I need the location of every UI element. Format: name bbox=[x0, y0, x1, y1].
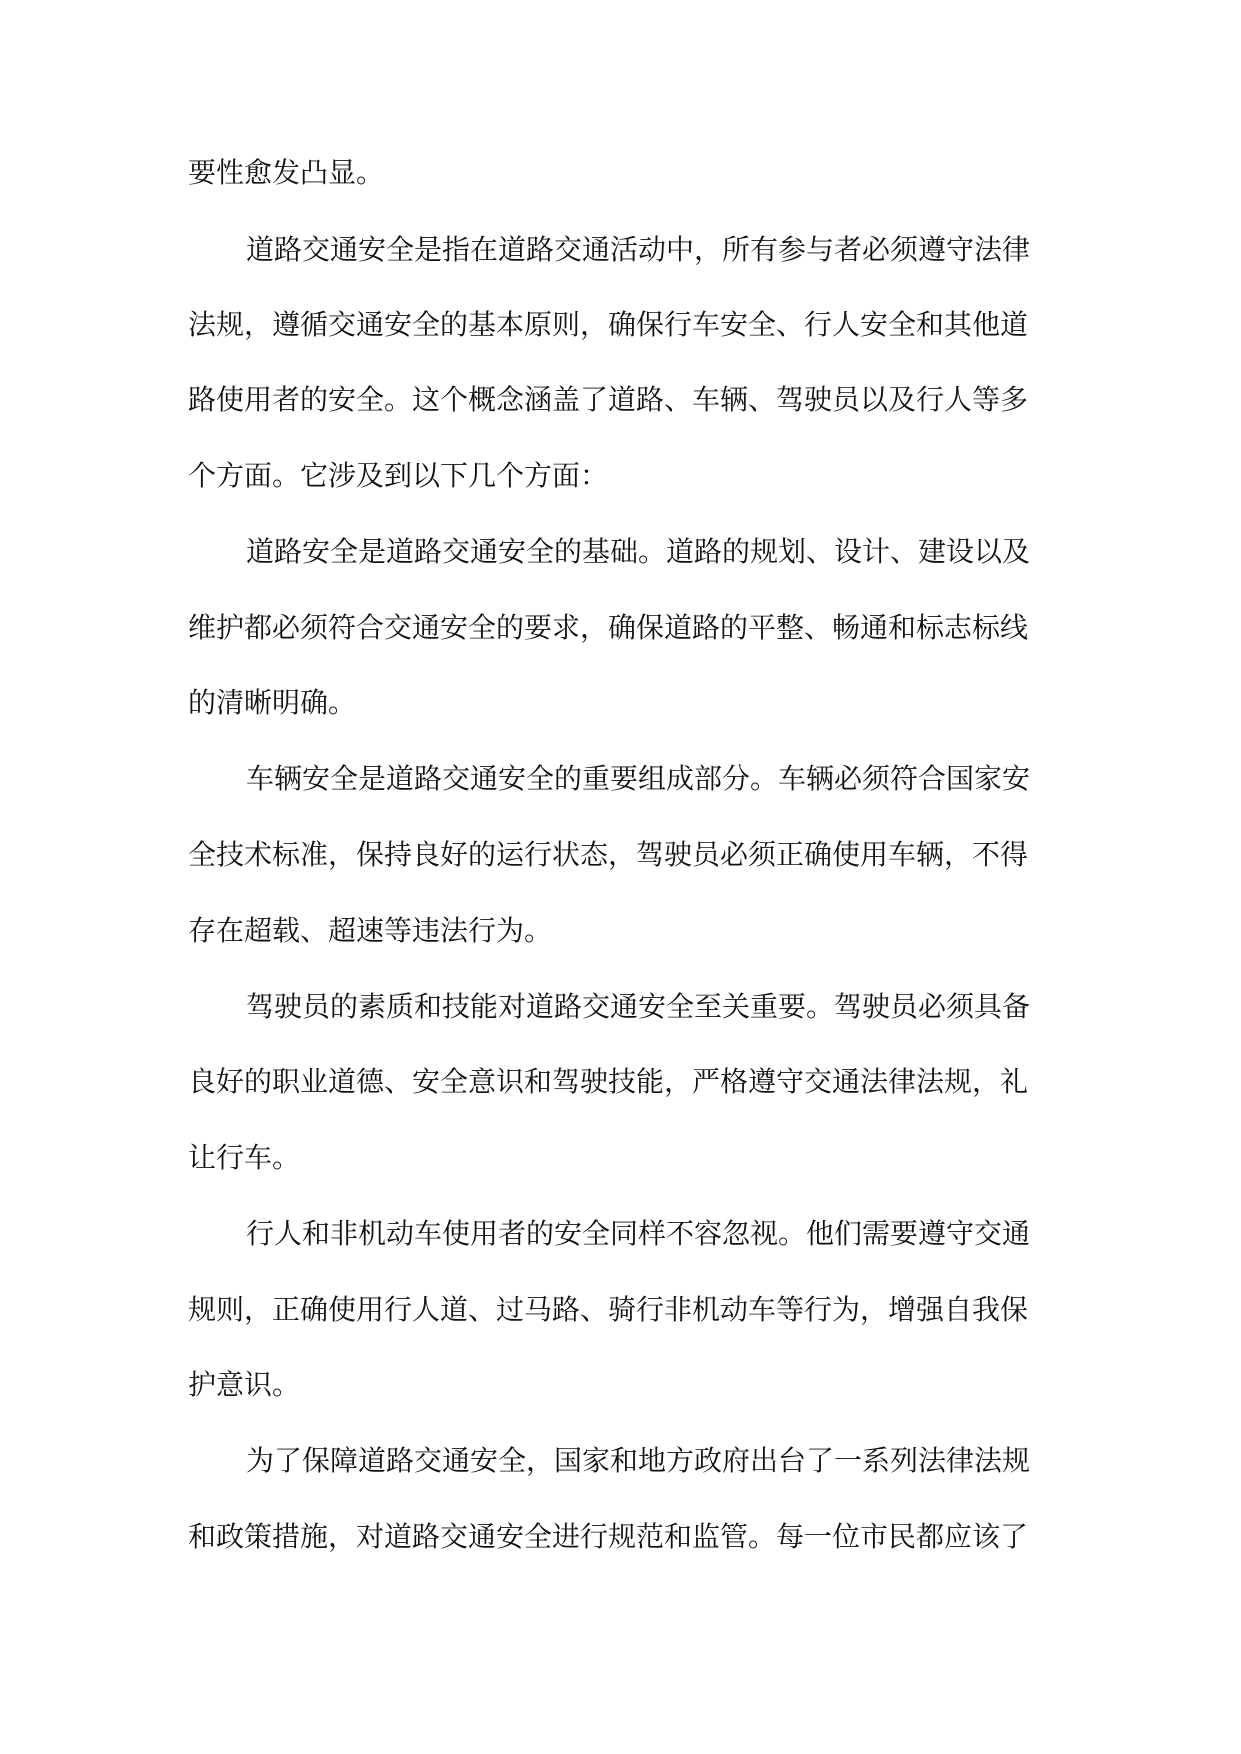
text-line: 全技术标准，保持良好的运行状态，驾驶员必须正确使用车辆，不得 bbox=[188, 838, 1029, 871]
text-line: 道路安全是道路交通安全的基础。道路的规划、设计、建设以及 bbox=[246, 535, 1031, 568]
text-line: 法规，遵循交通安全的基本原则，确保行车安全、行人安全和其他道 bbox=[188, 308, 1029, 341]
text-line: 护意识。 bbox=[188, 1368, 301, 1401]
text-line: 路使用者的安全。这个概念涵盖了道路、车辆、驾驶员以及行人等多 bbox=[188, 383, 1029, 416]
text-line: 驾驶员的素质和技能对道路交通安全至关重要。驾驶员必须具备 bbox=[246, 990, 1031, 1023]
text-line: 和政策措施，对道路交通安全进行规范和监管。每一位市民都应该了 bbox=[188, 1520, 1029, 1553]
text-line: 良好的职业道德、安全意识和驾驶技能，严格遵守交通法律法规，礼 bbox=[188, 1065, 1029, 1098]
text-line: 行人和非机动车使用者的安全同样不容忽视。他们需要遵守交通 bbox=[246, 1217, 1031, 1250]
text-line: 的清晰明确。 bbox=[188, 686, 357, 719]
text-line: 存在超载、超速等违法行为。 bbox=[188, 914, 553, 947]
text-line: 个方面。它涉及到以下几个方面： bbox=[188, 459, 609, 492]
text-line: 车辆安全是道路交通安全的重要组成部分。车辆必须符合国家安 bbox=[246, 762, 1031, 795]
text-line: 维护都必须符合交通安全的要求，确保道路的平整、畅通和标志标线 bbox=[188, 611, 1029, 644]
text-line: 为了保障道路交通安全，国家和地方政府出台了一系列法律法规 bbox=[246, 1444, 1031, 1477]
text-line: 要性愈发凸显。 bbox=[188, 156, 385, 189]
text-line: 道路交通安全是指在道路交通活动中，所有参与者必须遵守法律 bbox=[246, 233, 1031, 266]
text-line: 让行车。 bbox=[188, 1141, 301, 1174]
text-line: 规则，正确使用行人道、过马路、骑行非机动车等行为，增强自我保 bbox=[188, 1293, 1029, 1326]
